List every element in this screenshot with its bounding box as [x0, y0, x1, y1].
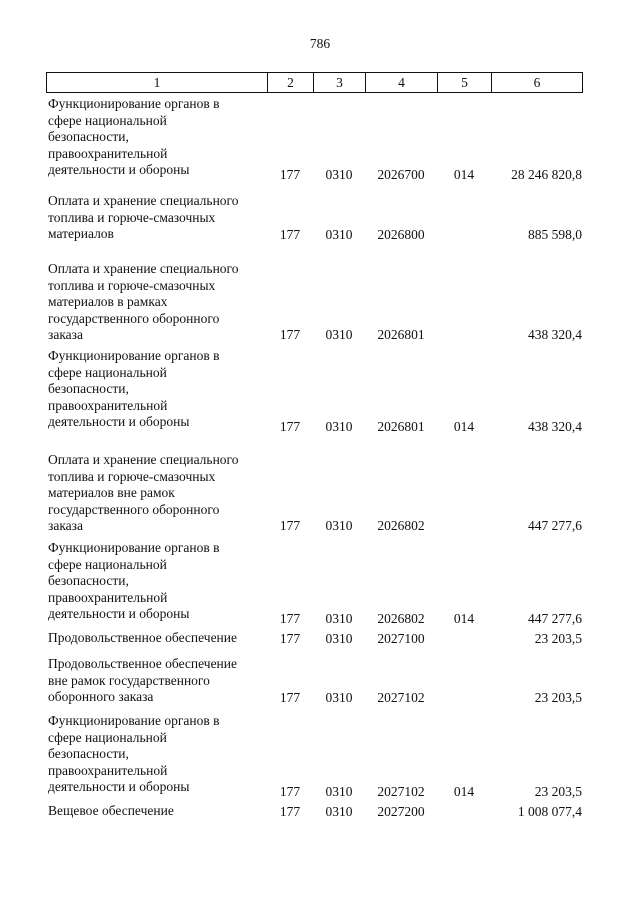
- row-col2: 177: [279, 419, 301, 435]
- row-col6: 438 320,4: [528, 327, 582, 343]
- row-col3: 0310: [325, 690, 353, 706]
- row-name: [48, 630, 266, 647]
- table-row: [0, 656, 640, 707]
- row-col3: 0310: [325, 631, 353, 647]
- row-name-line: оборонного заказа: [48, 689, 154, 705]
- row-name-line: топлива и горюче-смазочных: [48, 209, 216, 225]
- row-name-line: деятельности и обороны: [48, 606, 190, 622]
- row-name-line: Вещевое обеспечение: [48, 803, 174, 818]
- row-col2: 177: [279, 804, 301, 820]
- row-name: [48, 348, 266, 431]
- row-col5: 014: [453, 784, 475, 800]
- row-name-line: правоохранительной: [48, 145, 168, 161]
- row-col3: 0310: [325, 227, 353, 243]
- row-name: [48, 656, 266, 706]
- row-col5: 014: [453, 419, 475, 435]
- table-row: [0, 540, 640, 628]
- row-col4: 2026802: [377, 518, 425, 534]
- row-col5: 014: [453, 167, 475, 183]
- row-col3: 0310: [325, 611, 353, 627]
- row-col6: 885 598,0: [528, 227, 582, 243]
- header-col-4: 4: [366, 73, 438, 93]
- row-name: [48, 193, 266, 243]
- row-col4: 2026801: [377, 327, 425, 343]
- page-number: 786: [309, 36, 331, 51]
- row-col4: 2026801: [377, 419, 425, 435]
- row-name: [48, 96, 266, 179]
- table-row: [0, 193, 640, 244]
- row-col3: 0310: [325, 327, 353, 343]
- row-name-line: деятельности и обороны: [48, 779, 190, 795]
- row-col6: 23 203,5: [534, 784, 582, 800]
- row-name: [48, 713, 266, 796]
- row-col6: 23 203,5: [534, 631, 582, 647]
- table-row: [0, 348, 640, 436]
- table-row: [0, 630, 640, 648]
- row-name-line: безопасности,: [48, 573, 129, 589]
- row-name-line: топлива и горюче-смазочных: [48, 468, 216, 484]
- header-col-3: 3: [314, 73, 366, 93]
- header-col-2: 2: [268, 73, 314, 93]
- row-col6: 1 008 077,4: [517, 804, 582, 820]
- row-name-line: Оплата и хранение специального: [48, 452, 239, 467]
- row-col6: 447 277,6: [528, 611, 582, 627]
- row-name-line: материалов вне рамок: [48, 485, 175, 501]
- row-name-line: Оплата и хранение специального: [48, 193, 239, 208]
- row-name-line: сфере национальной: [48, 556, 167, 572]
- row-name-line: безопасности,: [48, 746, 129, 762]
- row-name-line: заказа: [48, 518, 83, 534]
- row-name-line: сфере национальной: [48, 364, 167, 380]
- row-col3: 0310: [325, 784, 353, 800]
- row-name-line: материалов в рамках: [48, 294, 168, 310]
- row-col6: 438 320,4: [528, 419, 582, 435]
- row-col6: 23 203,5: [534, 690, 582, 706]
- row-name-line: государственного оборонного: [48, 501, 220, 517]
- row-name-line: Продовольственное обеспечение: [48, 656, 237, 671]
- row-col2: 177: [279, 327, 301, 343]
- row-name-line: Оплата и хранение специального: [48, 261, 239, 276]
- row-col6: 447 277,6: [528, 518, 582, 534]
- row-name-line: правоохранительной: [48, 589, 168, 605]
- row-name-line: государственного оборонного: [48, 310, 220, 326]
- row-name: [48, 261, 266, 344]
- row-name-line: топлива и горюче-смазочных: [48, 277, 216, 293]
- row-col4: 2027100: [377, 631, 425, 647]
- row-col3: 0310: [325, 167, 353, 183]
- row-name-line: заказа: [48, 327, 83, 343]
- row-col4: 2026700: [377, 167, 425, 183]
- row-name-line: Функционирование органов в: [48, 348, 220, 363]
- row-col2: 177: [279, 690, 301, 706]
- row-name: [48, 452, 266, 535]
- row-name-line: Функционирование органов в: [48, 540, 220, 555]
- row-name-line: безопасности,: [48, 129, 129, 145]
- row-name-line: Функционирование органов в: [48, 713, 220, 728]
- row-col3: 0310: [325, 518, 353, 534]
- header-col-5: 5: [438, 73, 492, 93]
- row-col3: 0310: [325, 804, 353, 820]
- row-col6: 28 246 820,8: [511, 167, 582, 183]
- row-col2: 177: [279, 518, 301, 534]
- row-col3: 0310: [325, 419, 353, 435]
- table-row: [0, 452, 640, 535]
- row-name: [48, 540, 266, 623]
- row-col4: 2026800: [377, 227, 425, 243]
- row-name-line: материалов: [48, 226, 114, 242]
- row-name-line: Функционирование органов в: [48, 96, 220, 111]
- row-col4: 2026802: [377, 611, 425, 627]
- table-row: [0, 803, 640, 821]
- row-col4: 2027200: [377, 804, 425, 820]
- row-name: [48, 803, 266, 820]
- row-name-line: деятельности и обороны: [48, 414, 190, 430]
- table-row: [0, 713, 640, 801]
- row-name-line: сфере национальной: [48, 112, 167, 128]
- row-col2: 177: [279, 167, 301, 183]
- row-name-line: безопасности,: [48, 381, 129, 397]
- row-name-line: деятельности и обороны: [48, 162, 190, 178]
- table-row: [0, 261, 640, 344]
- row-col4: 2027102: [377, 784, 425, 800]
- row-name-line: Продовольственное обеспечение: [48, 630, 237, 645]
- row-name-line: вне рамок государственного: [48, 672, 210, 688]
- row-col2: 177: [279, 611, 301, 627]
- row-col2: 177: [279, 631, 301, 647]
- row-col2: 177: [279, 784, 301, 800]
- row-name-line: правоохранительной: [48, 397, 168, 413]
- table-row: [0, 96, 640, 184]
- row-col2: 177: [279, 227, 301, 243]
- header-col-1: 1: [47, 73, 268, 93]
- row-name-line: сфере национальной: [48, 729, 167, 745]
- row-name-line: правоохранительной: [48, 762, 168, 778]
- row-col4: 2027102: [377, 690, 425, 706]
- header-col-6: 6: [492, 73, 583, 93]
- row-col5: 014: [453, 611, 475, 627]
